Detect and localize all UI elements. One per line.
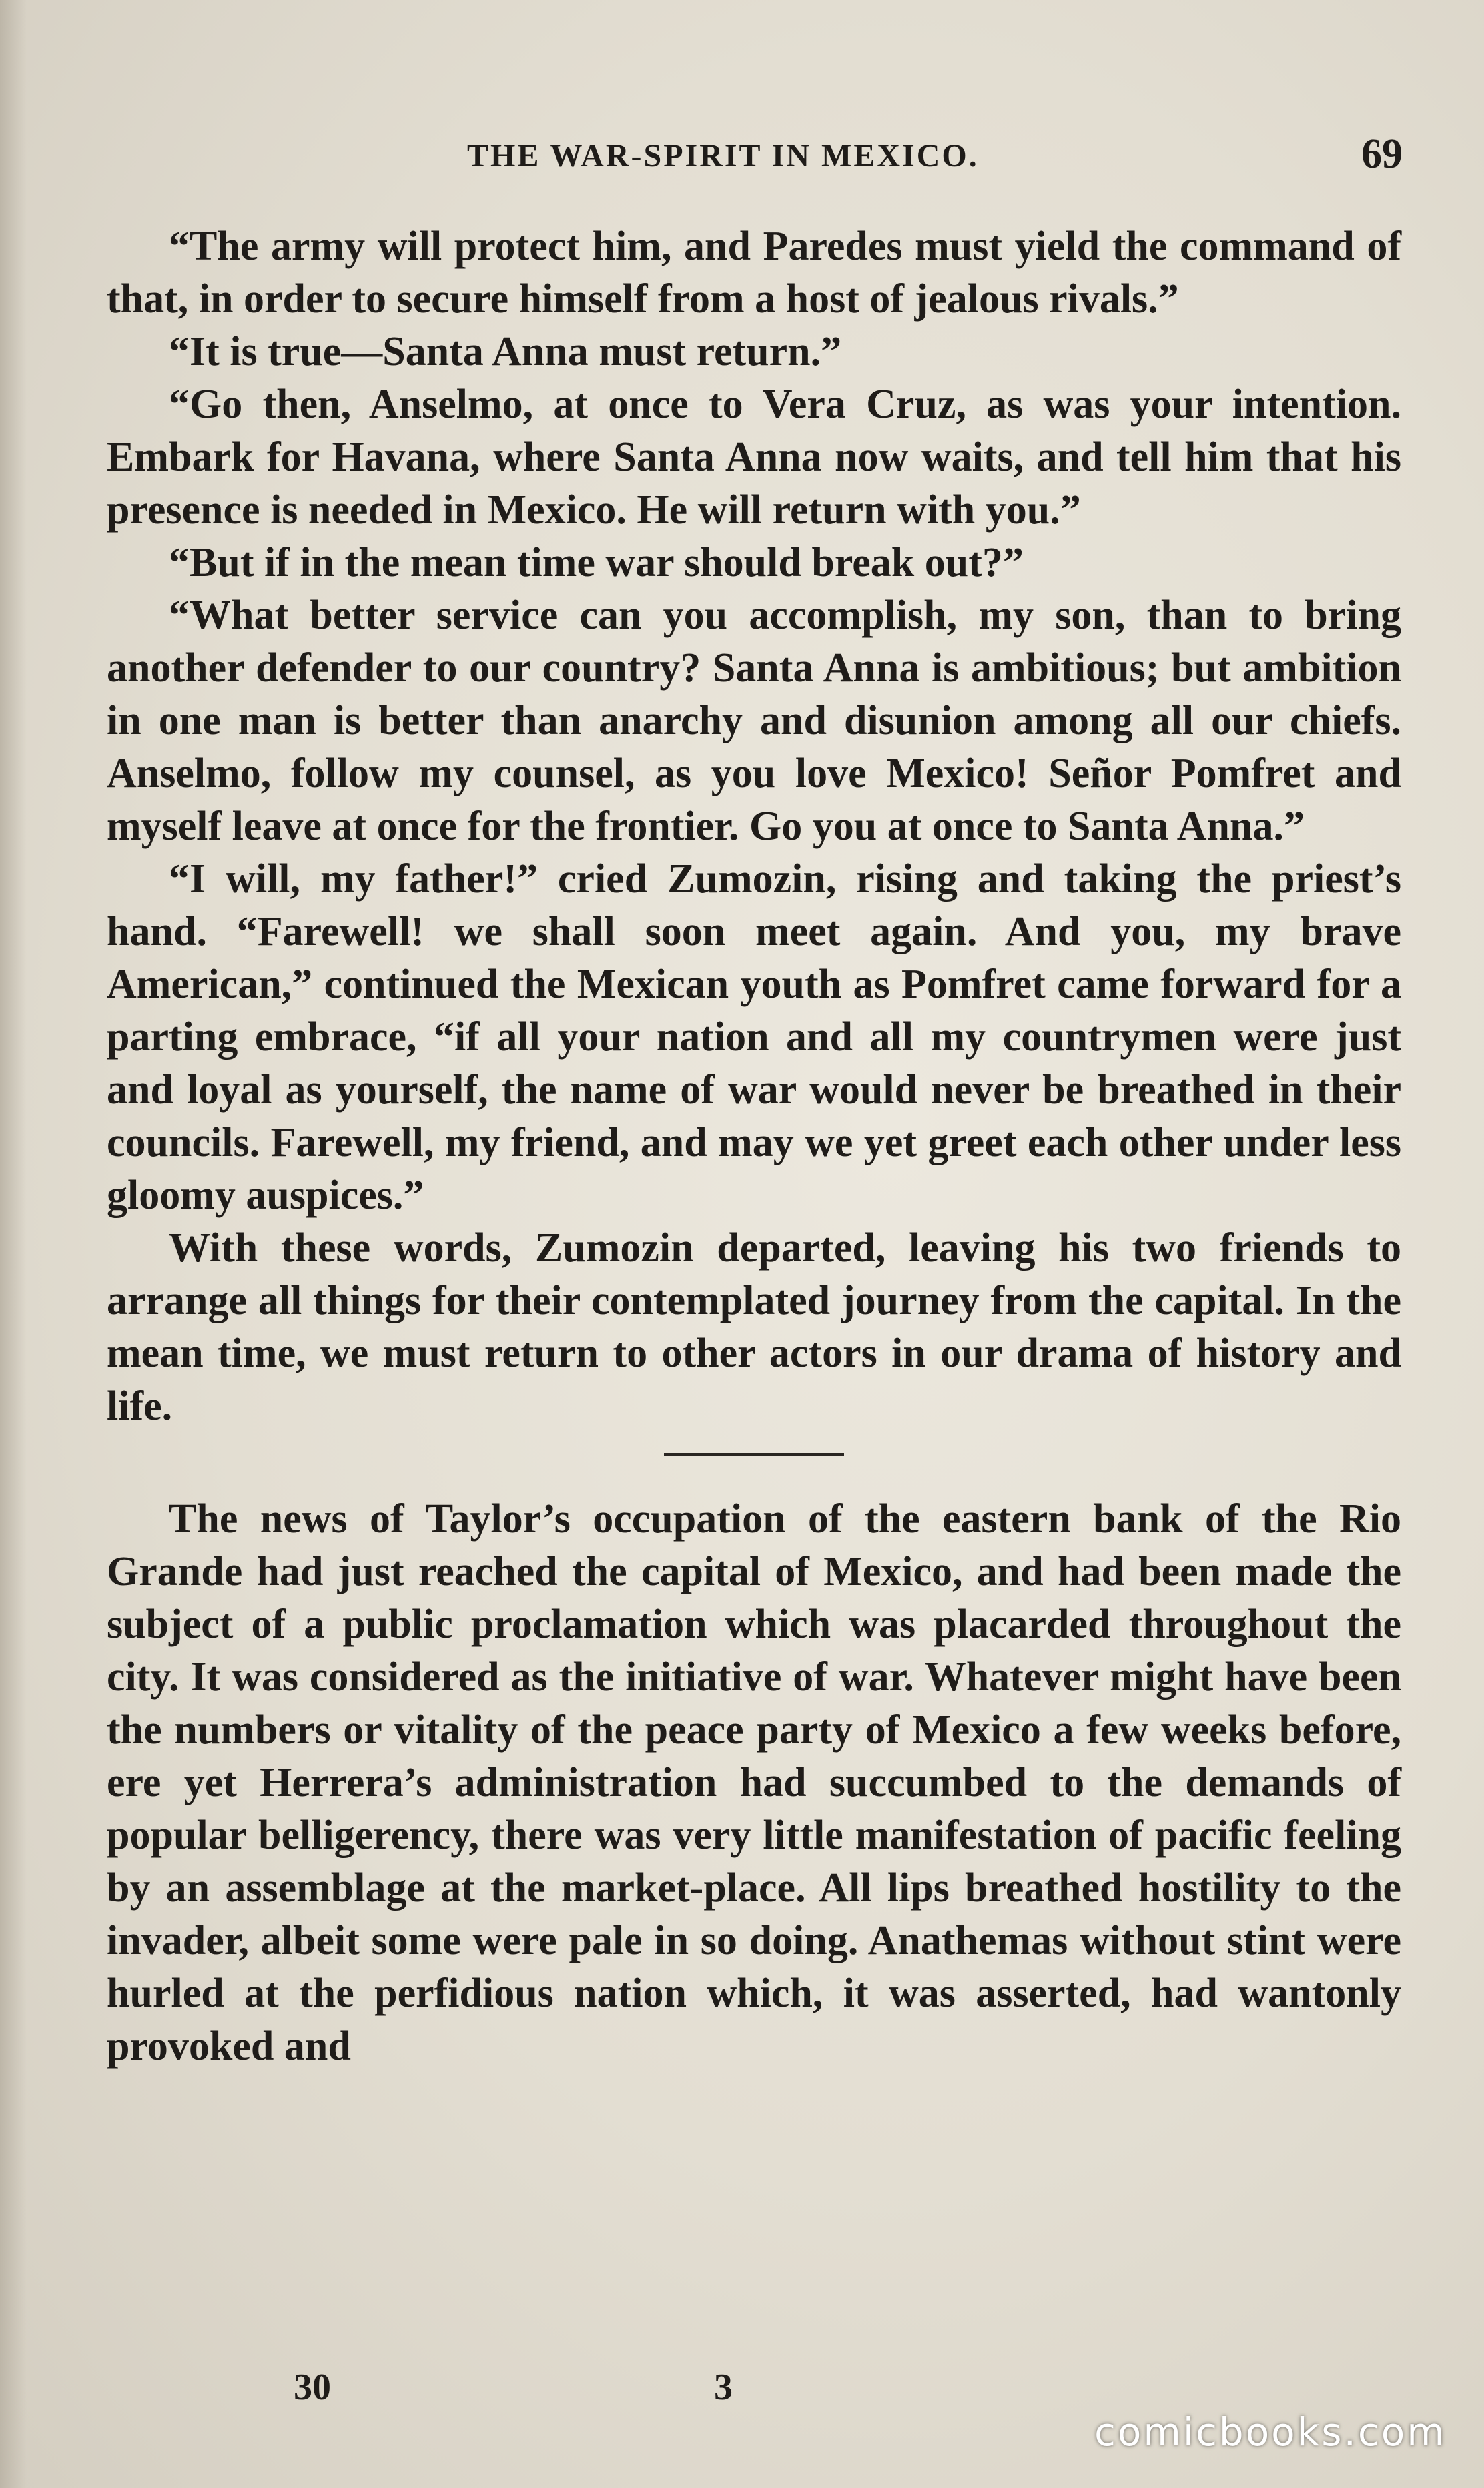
paragraph: “But if in the mean time war should break out?” <box>169 540 1024 585</box>
section-divider <box>664 1453 844 1456</box>
paragraph: The news of Taylor’s occupation of the eastern bank of the Rio Grande had just reached the capital of Mexico, and had been made the subject of a public proclamation which was placarded throughout the city. It was considered as the initiative of war. Whatever might have been the numbers or vitality of the peace party of Mexico a few weeks before, ere yet Herrera’s administration had succumbed to the demands of popular belligerency, there was very little manifestation of pacific feeling by an assemblage at the market-place. All lips breathed hostility to the invader, albeit some were pale in so doing. Anathemas without stint were hurled at the perfidious nation which, it was asserted, had wantonly provoked and <box>107 1496 1401 2069</box>
paragraph: “It is true—Santa Anna must return.” <box>169 329 842 374</box>
paragraph: “I will, my father!” cried Zumozin, rising and taking the priest’s hand. “Farewell! we shall soon meet again. And you, my brave American,” continued the Mexican youth as Pomfret came forward for a parting embrace, “if all your nation and all my countrymen were just and loyal as yourself, the name of war would never be breathed in their councils. Farewell, my friend, and may we yet greet each other under less gloomy auspices.” <box>107 856 1401 1218</box>
paragraph: “The army will protect him, and Paredes must yield the command of that, in order to secure himself from a host of jealous rivals.” <box>107 224 1401 322</box>
paragraph: With these words, Zumozin departed, leaving his two friends to arrange all things for their contemplated journey from the capital. In the mean time, we must return to other actors in our drama of history and life. <box>107 1225 1401 1429</box>
signature-number-left: 30 <box>294 2367 331 2408</box>
page-edge-shadow <box>0 0 27 2488</box>
page-number: 69 <box>1361 131 1403 177</box>
page-header <box>0 131 1484 184</box>
running-head: THE WAR-SPIRIT IN MEXICO. <box>467 138 979 174</box>
body-text <box>107 220 1401 2073</box>
paragraph: “What better service can you accomplish, my son, than to bring another defender to our country? Santa Anna is ambitious; but ambition in one man is better than anarchy and disunion among all our chiefs. Anselmo, follow my counsel, as you love Mexico! Señor Pomfret and myself leave at once for the frontier. Go you at once to Santa Anna.” <box>107 593 1401 849</box>
watermark: comicbooks.com <box>1094 2409 1447 2455</box>
signature-number-right: 3 <box>714 2367 733 2408</box>
paragraph: “Go then, Anselmo, at once to Vera Cruz, as was your intention. Embark for Havana, where Santa Anna now waits, and tell him that his presence is needed in Mexico. He will return with you.” <box>107 382 1401 533</box>
